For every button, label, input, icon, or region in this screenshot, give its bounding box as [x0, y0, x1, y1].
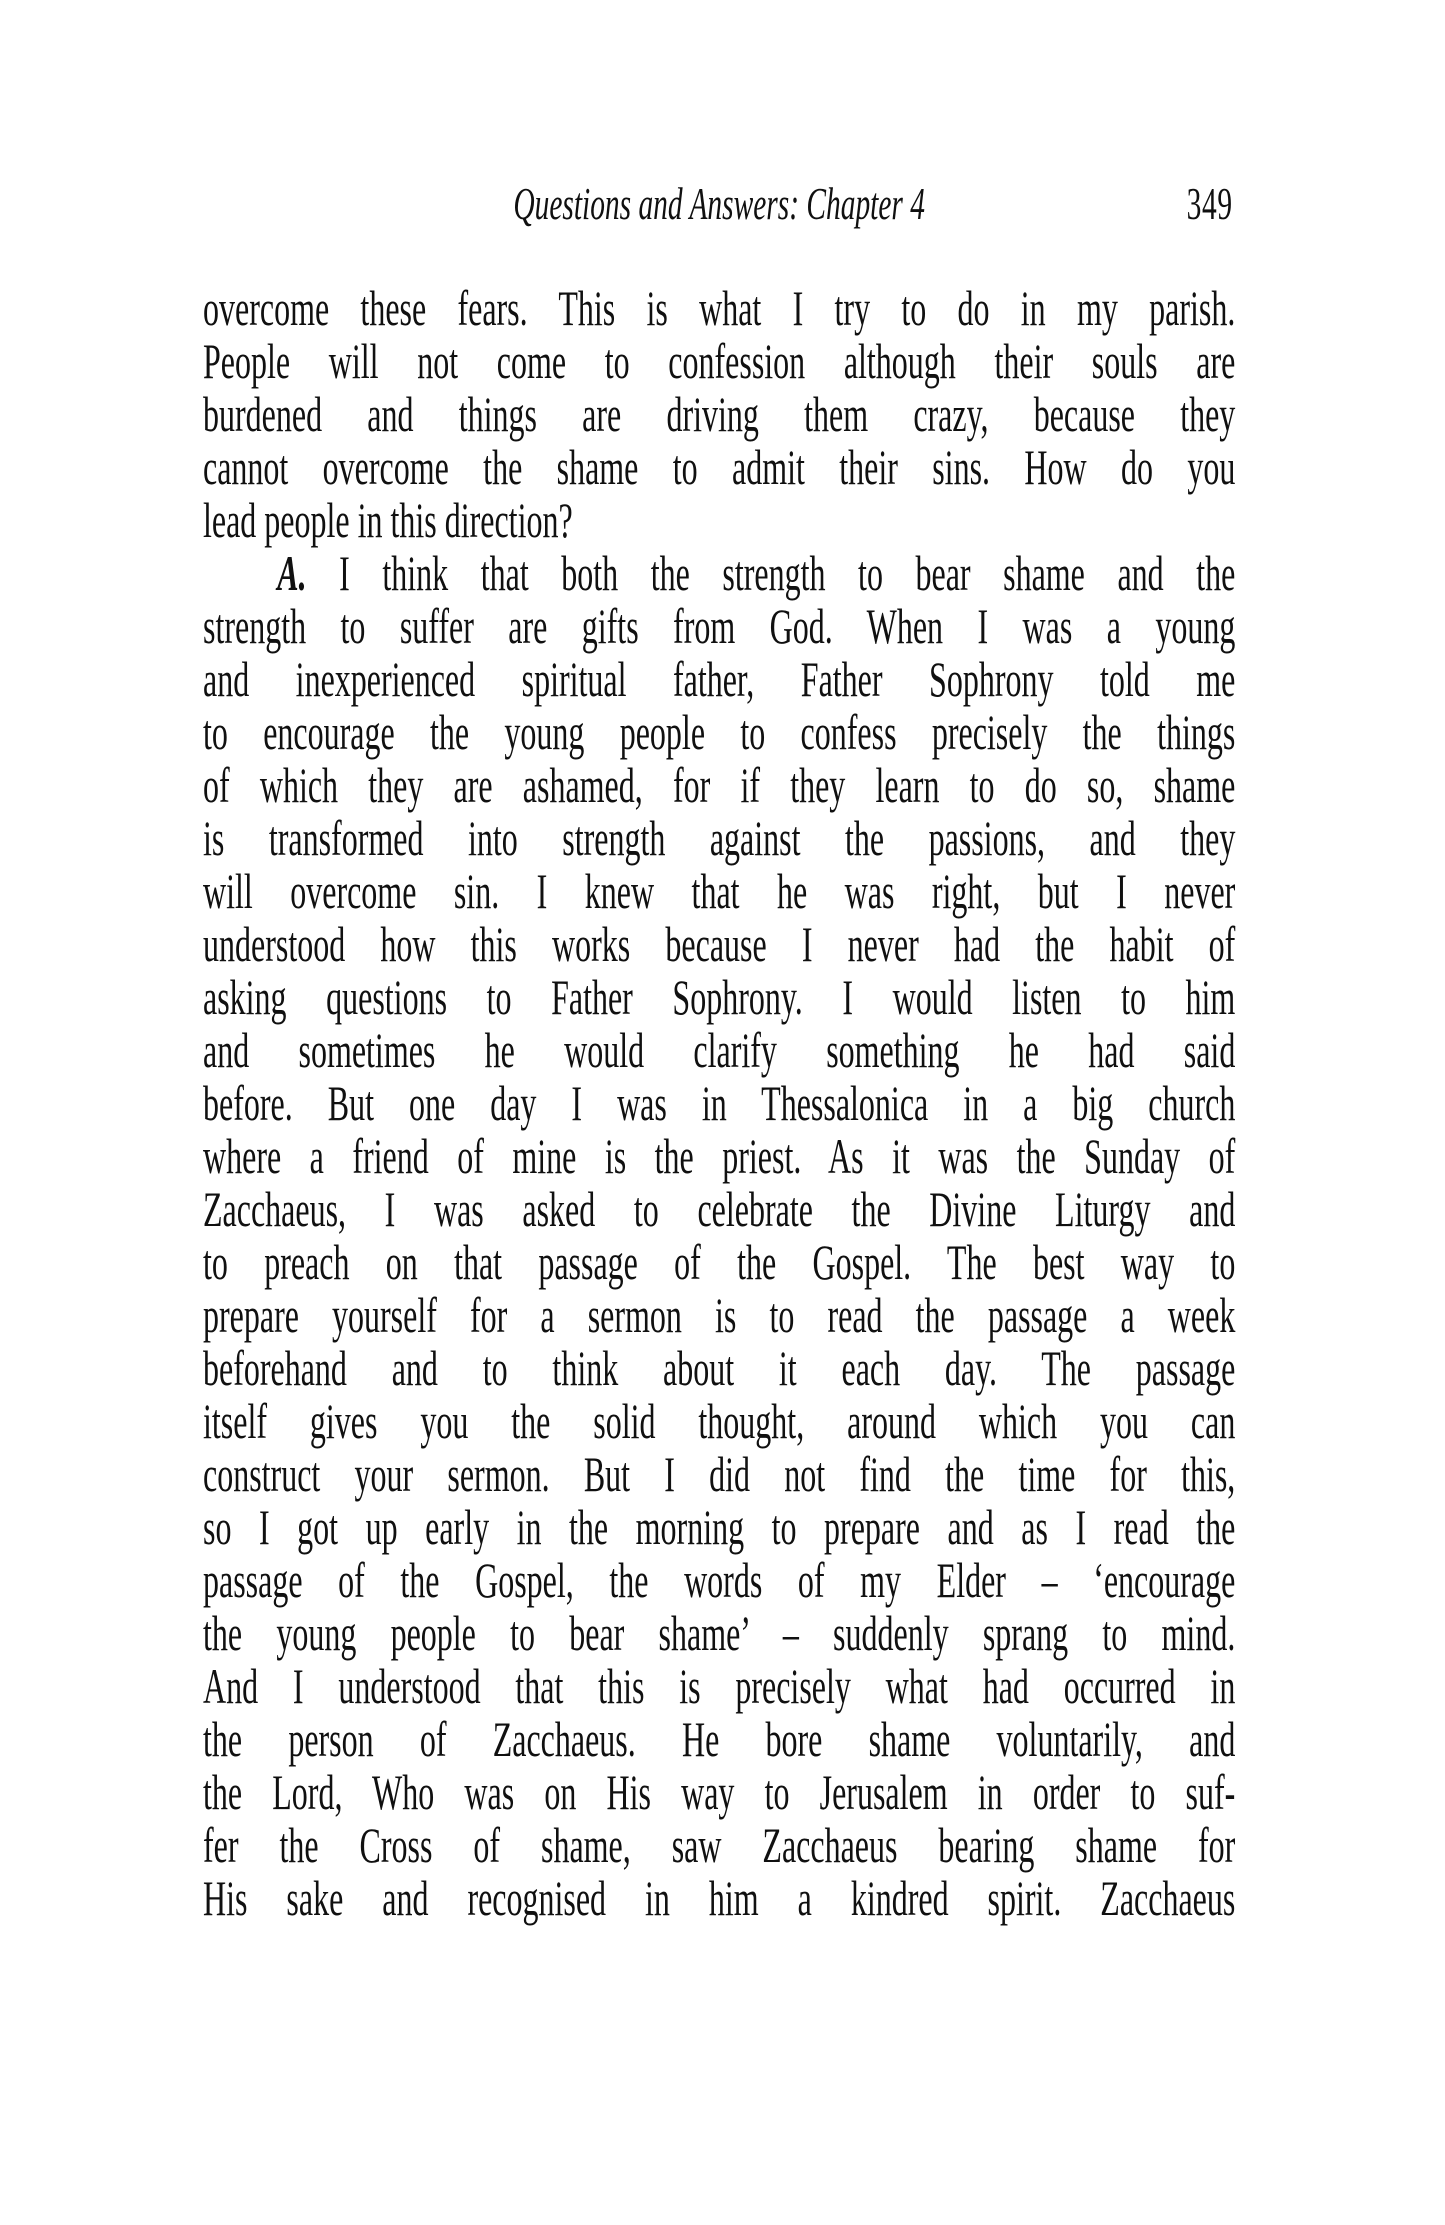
text-line: to encourage the young people to confess precisely the things — [203, 704, 1236, 760]
text-line: itself gives you the solid thought, around which you can — [203, 1393, 1236, 1449]
text-line: His sake and recognised in him a kindred spirit. Zacchaeus — [203, 1870, 1236, 1926]
text-line: fer the Cross of shame, saw Zacchaeus bearing shame for — [203, 1817, 1236, 1873]
text-line: asking questions to Father Sophrony. I would listen to him — [203, 969, 1236, 1025]
text-line: and sometimes he would clarify something he had said — [203, 1022, 1236, 1078]
text-line: construct your sermon. But I did not find the time for this, — [203, 1446, 1236, 1502]
running-header — [203, 176, 1235, 232]
page-body — [203, 282, 1235, 1925]
text-line: and inexperienced spiritual father, Father Sophrony told me — [203, 651, 1236, 707]
text-line: beforehand and to think about it each day. The passage — [203, 1340, 1236, 1396]
text-line: cannot overcome the shame to admit their sins. How do you — [203, 439, 1236, 495]
text-line: Zacchaeus, I was asked to celebrate the Divine Liturgy and — [203, 1181, 1236, 1237]
text-line: the person of Zacchaeus. He bore shame voluntarily, and — [203, 1711, 1236, 1767]
text-line: before. But one day I was in Thessalonica in a big church — [203, 1075, 1236, 1131]
text-line: the Lord, Who was on His way to Jerusalem in order to suf- — [203, 1764, 1236, 1820]
text-line: strength to suffer are gifts from God. When I was a young — [203, 598, 1236, 654]
text-line: the young people to bear shame’ – suddenly sprang to mind. — [203, 1605, 1236, 1661]
text-line: prepare yourself for a sermon is to read the passage a week — [203, 1287, 1236, 1343]
text-line: burdened and things are driving them crazy, because they — [203, 386, 1236, 442]
text-line: And I understood that this is precisely what had occurred in — [203, 1658, 1236, 1714]
text-line: passage of the Gospel, the words of my Elder – ‘encourage — [203, 1552, 1236, 1608]
text-line: where a friend of mine is the priest. As it was the Sunday of — [203, 1128, 1236, 1184]
text-line: so I got up early in the morning to prepare and as I read the — [203, 1499, 1236, 1555]
text-line: People will not come to confession although their souls are — [203, 333, 1236, 389]
running-header-title: Questions and Answers: Chapter 4 — [513, 178, 925, 229]
text-line: A. I think that both the strength to bear shame and the — [277, 545, 1236, 601]
text-line: of which they are ashamed, for if they learn to do so, shame — [203, 757, 1236, 813]
page-number: 349 — [1186, 178, 1233, 229]
text-line: understood how this works because I never had the habit of — [203, 916, 1236, 972]
text-line: is transformed into strength against the passions, and they — [203, 810, 1236, 866]
text-line: to preach on that passage of the Gospel. The best way to — [203, 1234, 1236, 1290]
text-line: lead people in this direction? — [203, 492, 573, 548]
text-line: overcome these fears. This is what I try to do in my parish. — [203, 280, 1236, 336]
answer-marker: A. — [277, 545, 307, 601]
text-line: will overcome sin. I knew that he was right, but I never — [203, 863, 1236, 919]
